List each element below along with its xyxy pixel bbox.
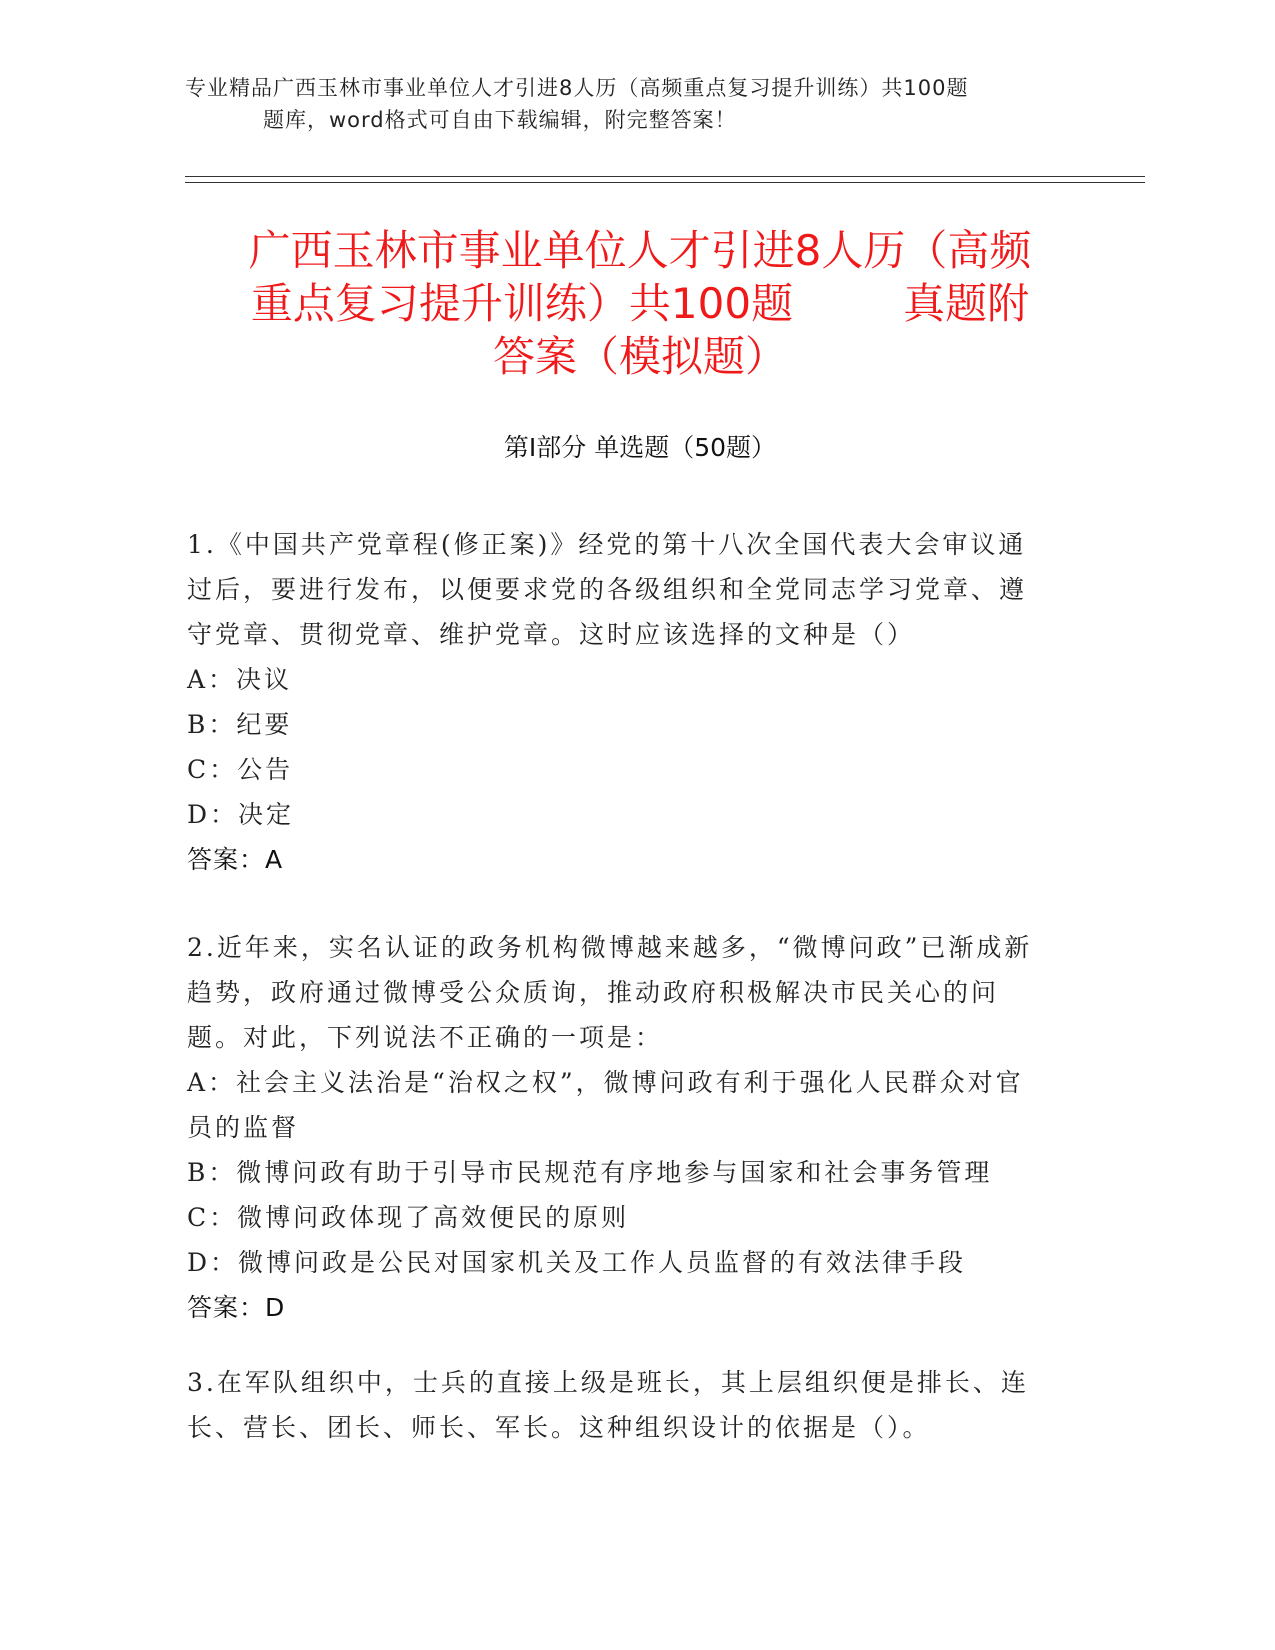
question-stem: 1.《中国共产党章程(修正案)》经党的第十八次全国代表大会审议通过后，要进行发布，以便要求党的各级组织和全党同志学习党章、遵守党章、贯彻党章、维护党章。这时应该选择的文种是（） bbox=[187, 530, 1028, 649]
header-note-line1: 专业精品广西玉林市事业单位人才引进8人历（高频重点复习提升训练）共100题 bbox=[185, 76, 969, 100]
question-1 bbox=[187, 522, 1047, 882]
title-line2-right: 真题附 bbox=[903, 279, 1030, 328]
answer-line: 答案：A bbox=[187, 845, 284, 874]
question-stem: 3.在军队组织中，士兵的直接上级是班长，其上层组织便是排长、连长、营长、团长、师长、军长。这种组织设计的依据是（）。 bbox=[187, 1368, 1029, 1442]
title-line2 bbox=[180, 277, 1100, 330]
option-a: A：决议 bbox=[187, 665, 293, 694]
option-d: D：决定 bbox=[187, 800, 295, 829]
question-3 bbox=[187, 1360, 1047, 1450]
title-line1: 广西玉林市事业单位人才引进8人历（高频 bbox=[248, 226, 1032, 275]
option-c: C：微博问政体现了高效便民的原则 bbox=[187, 1203, 630, 1232]
header-divider-bottom bbox=[185, 182, 1145, 183]
question-stem: 2.近年来，实名认证的政务机构微博越来越多，“微博问政”已渐成新趋势，政府通过微博受公众质询，推动政府积极解决市民关心的问题。对此，下列说法不正确的一项是： bbox=[187, 933, 1033, 1052]
option-d: D：微博问政是公民对国家机关及工作人员监督的有效法律手段 bbox=[187, 1248, 967, 1277]
title-line2-left: 重点复习提升训练）共100题 bbox=[250, 279, 794, 328]
answer-line: 答案：D bbox=[187, 1293, 286, 1322]
title-line3: 答案（模拟题） bbox=[492, 332, 787, 381]
header-note bbox=[185, 72, 1065, 136]
header-divider-top bbox=[185, 176, 1145, 177]
option-c: C：公告 bbox=[187, 755, 294, 784]
option-b: B：微博问政有助于引导市民规范有序地参与国家和社会事务管理 bbox=[187, 1158, 993, 1187]
option-b: B：纪要 bbox=[187, 710, 293, 739]
document-title bbox=[180, 224, 1100, 383]
option-a: A：社会主义法治是“治权之权”，微博问政有利于强化人民群众对官员的监督 bbox=[187, 1068, 1024, 1142]
section-heading: 第Ⅰ部分 单选题（50题） bbox=[503, 433, 777, 462]
header-note-line2: 题库，word格式可自由下载编辑，附完整答案！ bbox=[263, 108, 737, 132]
question-2 bbox=[187, 925, 1047, 1330]
